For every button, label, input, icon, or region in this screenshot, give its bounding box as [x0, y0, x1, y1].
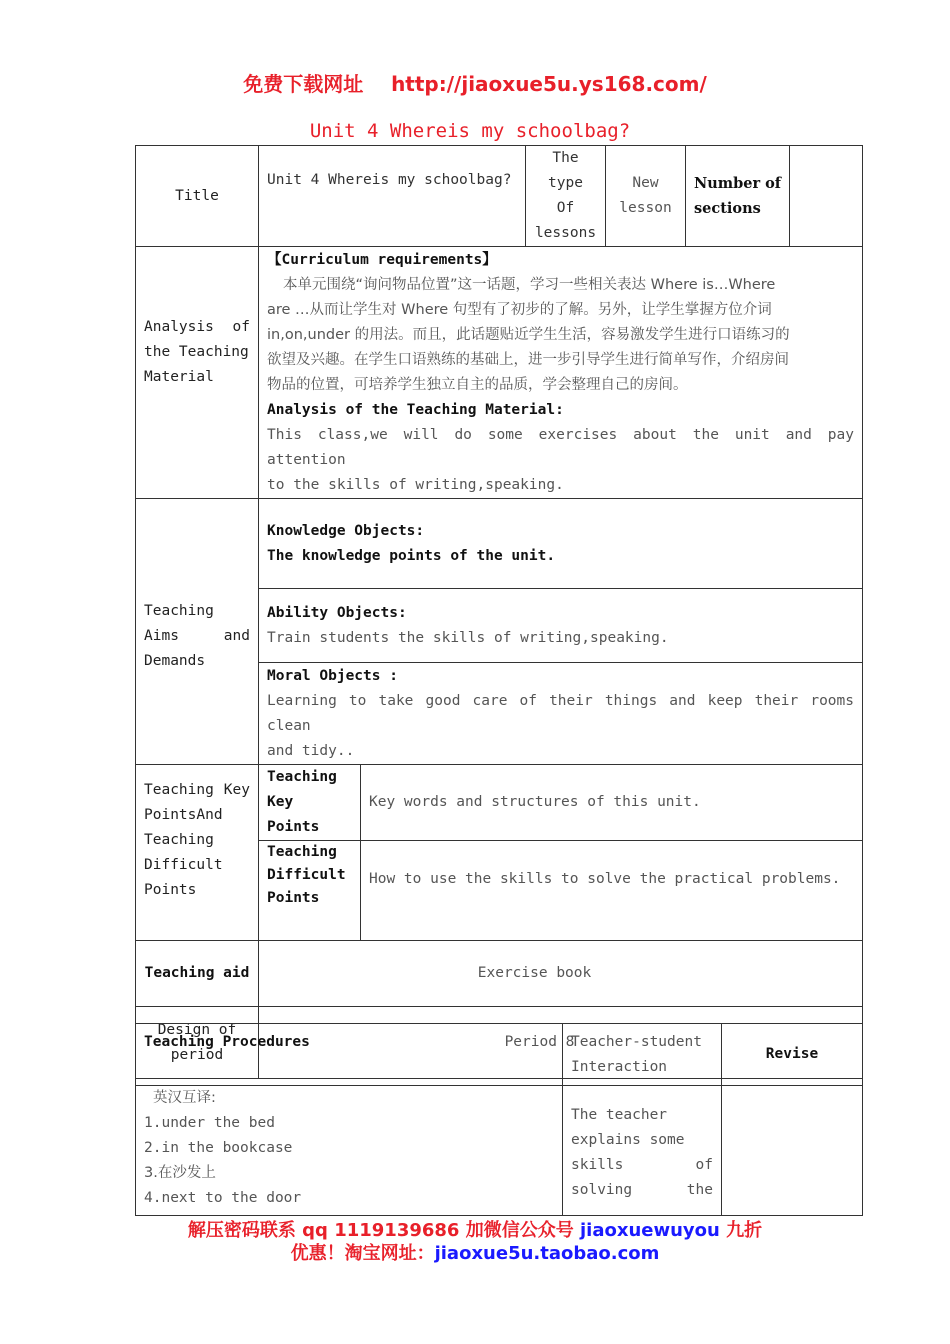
- procedures-header: Teaching Procedures: [136, 1024, 563, 1086]
- moral-heading: Moral Objects :: [267, 668, 398, 684]
- interaction-word: the: [686, 1182, 713, 1198]
- label-word: the Teaching: [144, 344, 249, 360]
- label-word: Difficult: [144, 857, 223, 873]
- key-points-label: [136, 765, 259, 941]
- knowledge-heading: Knowledge Objects:: [267, 523, 425, 539]
- key-points-text: Key words and structures of this unit.: [361, 765, 863, 841]
- label-word: Key: [223, 782, 250, 798]
- curriculum-line: 欲望及兴趣。在学生口语熟练的基础上，进一步引导学生进行简单写作，介绍房间: [267, 352, 789, 368]
- ability-text: Train students the skills of writing,speaking.: [267, 630, 669, 646]
- teaching-aid-label: Teaching aid: [136, 941, 259, 1007]
- sublabel-line: Teaching: [267, 769, 337, 785]
- interaction-line: The teacher: [571, 1107, 668, 1123]
- interaction-word: of: [695, 1157, 713, 1173]
- label-word: of: [232, 319, 250, 335]
- sublabel-line: Points: [267, 890, 320, 906]
- revise-content: [722, 1086, 863, 1216]
- label-word: Design of: [157, 1021, 237, 1038]
- procedures-header-row: [136, 1024, 863, 1086]
- sublabel-line: Teaching: [267, 844, 337, 860]
- interaction-header: [563, 1024, 722, 1086]
- curriculum-line: 本单元围绕“询问物品位置”这一话题，学习一些相关表达 Where is…Where: [283, 277, 776, 293]
- title-label: Title: [136, 146, 259, 247]
- download-url[interactable]: http://jiaoxue5u.ys168.com/: [391, 72, 707, 96]
- sections-word: of: [765, 175, 781, 192]
- moral-objects: [259, 663, 863, 765]
- analysis-line: to the skills of writing,speaking.: [267, 477, 564, 493]
- aims-row-knowledge: [136, 499, 863, 589]
- footer-line-1: [0, 1219, 950, 1242]
- procedures-content-row: [136, 1086, 863, 1216]
- procedures-items: [136, 1086, 563, 1216]
- label-word: period: [170, 1046, 224, 1063]
- footer-account: jiaoxuewuyou: [579, 1220, 720, 1241]
- type-line: Of: [556, 200, 575, 216]
- lesson-plan-table: [135, 145, 863, 1079]
- procedure-item: 2.in the bookcase: [144, 1140, 293, 1156]
- download-label: 免费下载网址: [243, 72, 364, 96]
- curriculum-line: are …从而让学生对 Where 句型有了初步的了解。另外，让学生掌握方位介词: [267, 302, 772, 318]
- moral-line: and tidy..: [267, 743, 355, 759]
- label-word: Analysis: [144, 319, 214, 335]
- interaction-line: explains some: [571, 1132, 685, 1148]
- difficult-points-sublabel: [259, 841, 361, 941]
- label-word: Teaching: [144, 782, 214, 798]
- type-value-line: New: [632, 175, 659, 191]
- knowledge-objects: [259, 499, 863, 589]
- procedure-item: 4.next to the door: [144, 1190, 302, 1206]
- procedure-item: 3.在沙发上: [144, 1165, 216, 1181]
- curriculum-heading: 【Curriculum requirements】: [267, 252, 497, 268]
- sections-word: Number: [694, 175, 761, 192]
- period-value: Period 8: [259, 1007, 863, 1079]
- analysis-line: This class,we will do some exercises about the unit and pay attention: [267, 427, 854, 468]
- type-line: lessons: [534, 225, 597, 241]
- footer-discount: 九折: [719, 1220, 763, 1241]
- title-value: Unit 4 Whereis my schoolbag?: [259, 146, 526, 247]
- label-word: Aims: [144, 628, 179, 644]
- key-points-row: [136, 765, 863, 841]
- type-line: The: [552, 150, 579, 166]
- curriculum-line: 物品的位置，可培养学生独立自主的品质，学会整理自己的房间。: [267, 377, 688, 393]
- ability-objects: [259, 589, 863, 663]
- procedure-item: 英汉互译:: [153, 1090, 216, 1106]
- analysis-label: [136, 247, 259, 499]
- interaction-header-line: Interaction: [571, 1059, 668, 1075]
- type-line: type: [548, 175, 583, 191]
- download-header: [0, 68, 950, 97]
- footer-contact: 解压密码联系 qq 1119139686 加微信公众号: [187, 1220, 580, 1241]
- sections-label: [686, 146, 790, 247]
- aims-label: [136, 499, 259, 765]
- sections-word: sections: [694, 200, 761, 217]
- label-word: Material: [144, 369, 214, 385]
- label-word: Demands: [144, 653, 206, 669]
- label-word: Points: [144, 882, 197, 898]
- procedure-item: 1.under the bed: [144, 1115, 275, 1131]
- analysis-subheading: Analysis of the Teaching Material:: [267, 402, 564, 418]
- teaching-aid-row: [136, 941, 863, 1007]
- label-word: Teaching: [144, 603, 214, 619]
- doc-title: Unit 4 Whereis my schoolbag?: [309, 120, 631, 142]
- knowledge-text: The knowledge points of the unit.: [267, 548, 556, 564]
- ability-heading: Ability Objects:: [267, 605, 407, 621]
- procedures-table: [135, 1023, 863, 1216]
- interaction-word: solving: [571, 1182, 633, 1198]
- title-row: [136, 146, 863, 247]
- teaching-aid-value: Exercise book: [259, 941, 863, 1007]
- label-word: PointsAnd: [144, 807, 223, 823]
- curriculum-line: in,on,under 的用法。而且，此话题贴近学生生活，容易激发学生进行口语练习的: [267, 327, 790, 343]
- lesson-type-label: [526, 146, 606, 247]
- difficult-points-text: How to use the skills to solve the practical problems.: [361, 841, 863, 941]
- interaction-header-line: Teacher-student: [571, 1034, 702, 1050]
- sublabel-line: Difficult: [267, 867, 346, 883]
- footer-line-2: [0, 1242, 950, 1265]
- interaction-word: skills: [571, 1157, 624, 1173]
- analysis-content: [259, 247, 863, 499]
- moral-line: Learning to take good care of their things and keep their rooms clean: [267, 693, 854, 734]
- interaction-content: [563, 1086, 722, 1216]
- sublabel-line: Key Points: [267, 794, 320, 835]
- label-word: Teaching: [144, 832, 214, 848]
- analysis-row: [136, 247, 863, 499]
- lesson-type-value: [606, 146, 686, 247]
- type-value-line: lesson: [619, 200, 672, 216]
- footer-shop-url[interactable]: jiaoxue5u.taobao.com: [434, 1243, 660, 1264]
- sections-value: [790, 146, 863, 247]
- revise-header: Revise: [722, 1024, 863, 1086]
- label-word: and: [223, 628, 250, 644]
- key-points-sublabel: [259, 765, 361, 841]
- footer-shop-label: 优惠！淘宝网址：: [290, 1243, 435, 1264]
